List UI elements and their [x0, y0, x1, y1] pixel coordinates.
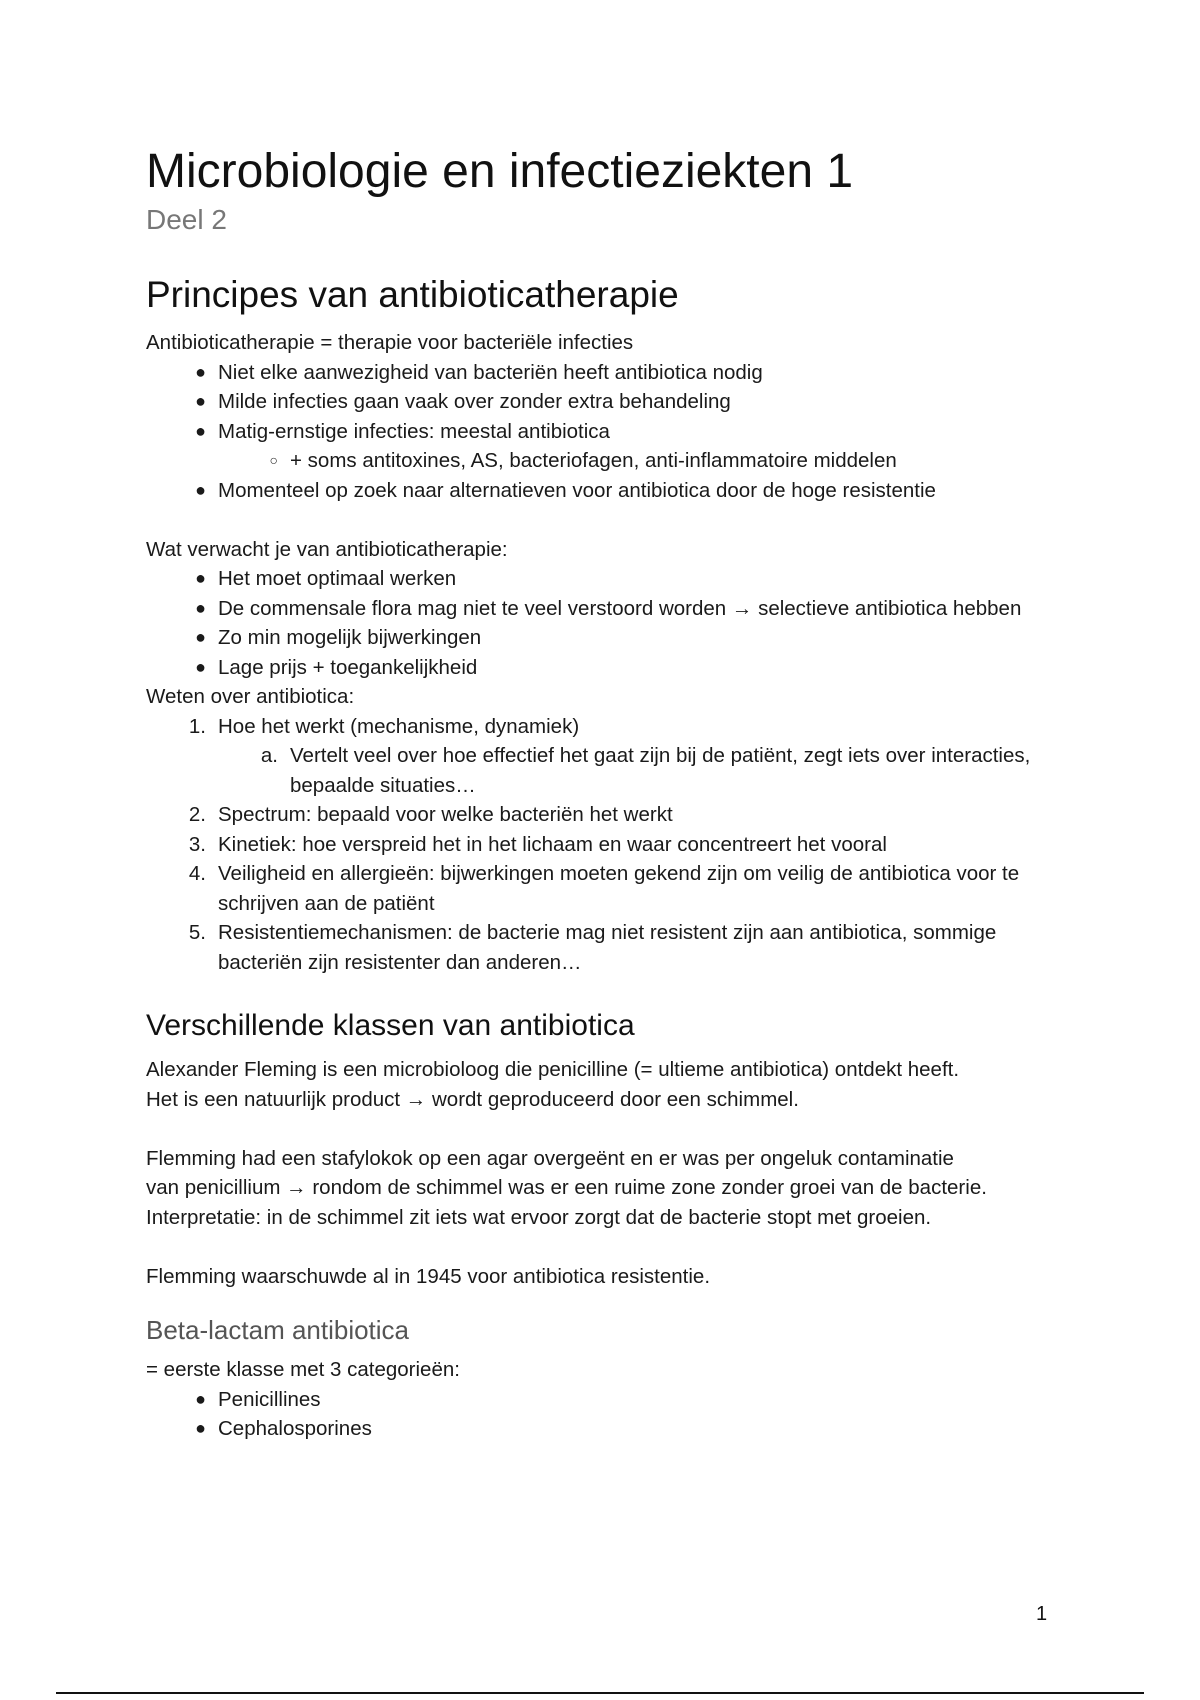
bullet-list — [146, 564, 1076, 682]
list-item: 1. Hoe het werkt (mechanisme, dynamiek) — [146, 712, 1076, 742]
list-item: 3. Kinetiek: hoe verspreid het in het lichaam en waar concentreert het vooral — [146, 830, 1076, 860]
page-number: 1 — [1036, 1603, 1048, 1625]
document-body — [146, 142, 1076, 1444]
paragraph-line: Het is een natuurlijk product → wordt geproduceerd door een schimmel. — [146, 1087, 799, 1111]
list-item: ● Het moet optimaal werken — [146, 564, 1076, 594]
list-number: 2. — [188, 803, 206, 826]
paragraph-line: van penicillium → rondom de schimmel was er een ruime zone zonder groei van de bacterie. — [146, 1176, 987, 1199]
list-item-nested: a. Vertelt veel over hoe effectief het gaat zijn bij de patiënt, zegt iets over interacties, bepaalde situaties… — [146, 741, 1076, 800]
list-item: ● Lage prijs + toegankelijkheid — [146, 653, 1076, 683]
document-title: Microbiologie en infectieziekten 1 — [146, 145, 854, 198]
bullet-icon: ● — [195, 627, 206, 647]
bullet-list — [146, 358, 1076, 506]
paragraph-line: Alexander Fleming is een microbioloog die penicilline (= ultieme antibiotica) ontdekt heeft. — [146, 1058, 960, 1081]
list-item: 5. Resistentiemechanismen: de bacterie mag niet resistent zijn aan antibiotica, sommige bacteriën zijn resistenter dan anderen… — [146, 918, 1076, 977]
document-subtitle: Deel 2 — [146, 204, 227, 235]
list-item: 4. Veiligheid en allergieën: bijwerkingen moeten gekend zijn om veilig de antibiotica voor te schrijven aan de patiënt — [146, 859, 1076, 918]
paragraph: = eerste klasse met 3 categorieën: — [146, 1358, 460, 1381]
footer-divider — [56, 1692, 1144, 1694]
list-letter: a. — [260, 744, 278, 767]
bullet-list — [146, 1385, 1076, 1444]
paragraph: Flemming waarschuwde al in 1945 voor antibiotica resistentie. — [146, 1264, 711, 1288]
list-item: ● Matig-ernstige infecties: meestal antibiotica — [146, 417, 1076, 447]
list-item-nested: ○ + soms antitoxines, AS, bacteriofagen, anti-inflammatoire middelen — [146, 446, 1076, 476]
bullet-icon: ● — [195, 1418, 206, 1438]
section-heading-beta-lactam: Beta-lactam antibiotica — [146, 1315, 410, 1345]
section-heading-klassen: Verschillende klassen van antibiotica — [146, 1009, 635, 1042]
list-item: ● Milde infecties gaan vaak over zonder extra behandeling — [146, 387, 1076, 417]
list-number: 5. — [188, 921, 206, 944]
list-item: ● Niet elke aanwezigheid van bacteriën heeft antibiotica nodig — [146, 358, 1076, 388]
list-number: 4. — [188, 862, 206, 885]
list-item: ● Momenteel op zoek naar alternatieven voor antibiotica door de hoge resistentie — [146, 476, 1076, 506]
list-item: 2. Spectrum: bepaald voor welke bacteriën het werkt — [146, 800, 1076, 830]
section-heading-principes: Principes van antibioticatherapie — [146, 274, 679, 315]
bullet-icon: ● — [195, 420, 206, 441]
bullet-icon: ● — [195, 361, 206, 382]
list-item: ● De commensale flora mag niet te veel verstoord worden → selectieve antibiotica hebben — [146, 594, 1076, 624]
paragraph-line: Interpretatie: in de schimmel zit iets wat ervoor zorgt dat de bacterie stopt met groeien. — [146, 1205, 932, 1229]
bullet-icon: ● — [195, 1388, 206, 1409]
paragraph: Antibioticatherapie = therapie voor bacteriële infecties — [146, 331, 634, 354]
paragraph: Wat verwacht je van antibioticatherapie: — [146, 537, 508, 561]
numbered-list — [146, 712, 1076, 978]
circle-bullet-icon: ○ — [269, 452, 278, 468]
list-number: 3. — [188, 832, 206, 856]
list-number: 1. — [188, 714, 206, 738]
list-item: ● Penicillines — [146, 1385, 1076, 1415]
bullet-icon: ● — [195, 391, 206, 411]
paragraph: Weten over antibiotica: — [146, 685, 355, 708]
bullet-icon: ● — [195, 479, 206, 500]
paragraph-line: Flemming had een stafylokok op een agar overgeënt en er was per ongeluk contaminatie — [146, 1146, 954, 1170]
bullet-icon: ● — [195, 656, 206, 677]
bullet-icon: ● — [195, 568, 206, 588]
list-item: ● Zo min mogelijk bijwerkingen — [146, 623, 1076, 653]
bullet-icon: ● — [195, 597, 206, 618]
list-item: ● Cephalosporines — [146, 1414, 1076, 1444]
